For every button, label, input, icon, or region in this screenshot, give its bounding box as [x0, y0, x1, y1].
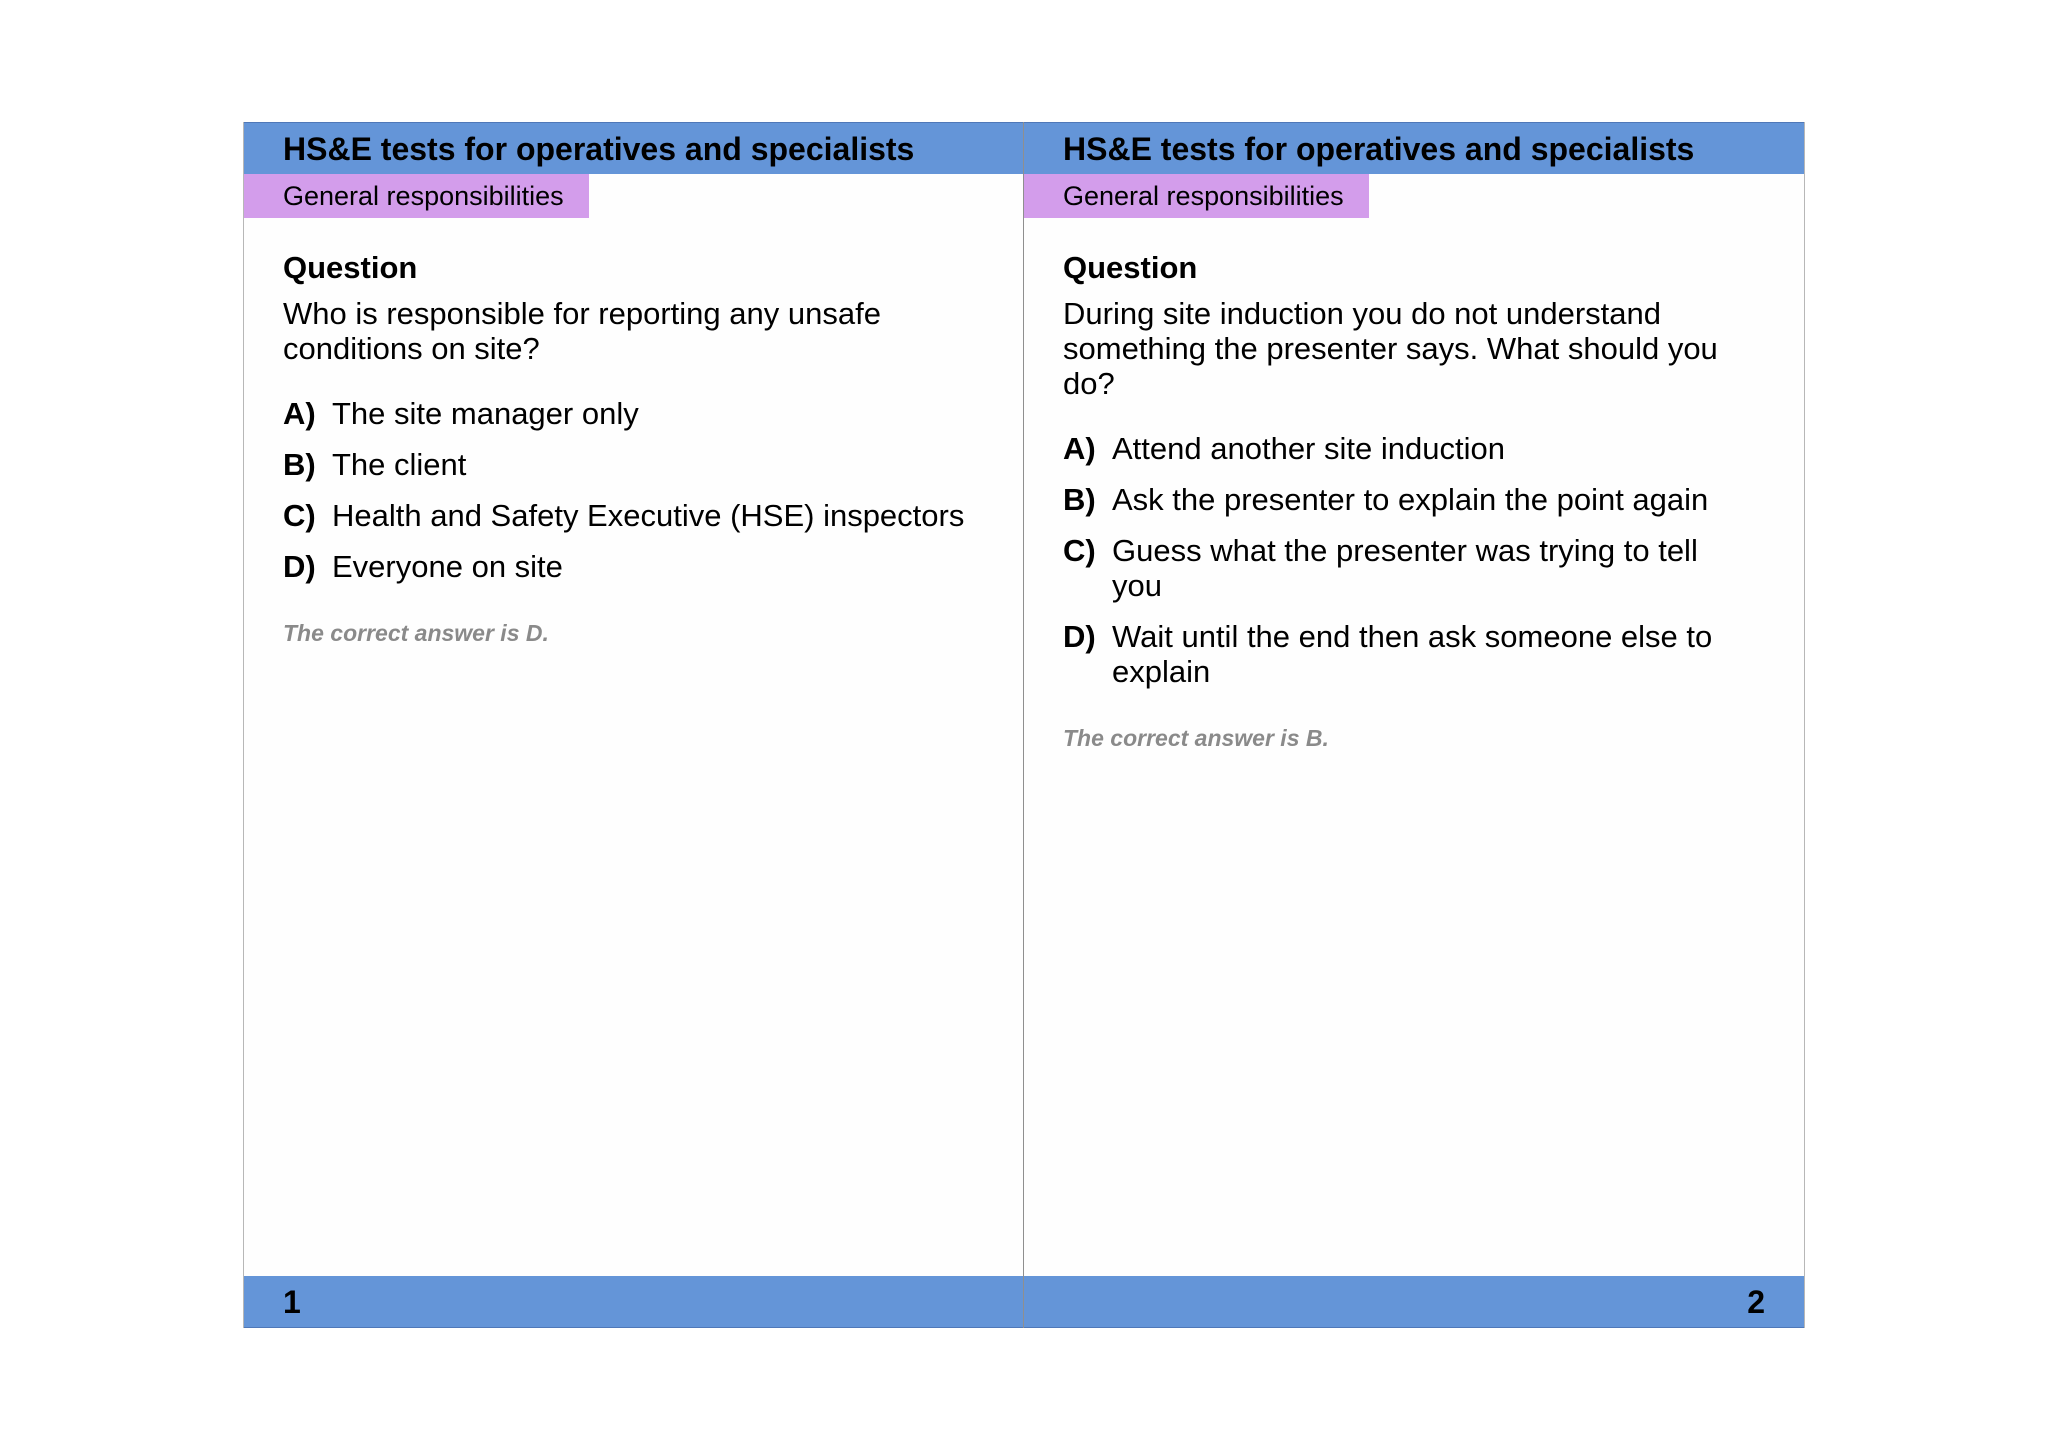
header-title: HS&E tests for operatives and specialists — [283, 131, 915, 167]
page-header — [244, 122, 1024, 174]
option-letter: B) — [1063, 482, 1096, 517]
option-text: Everyone on site — [332, 549, 563, 584]
document-spread — [243, 122, 1805, 1328]
option-text: The client — [332, 447, 467, 482]
page-number: 1 — [283, 1284, 301, 1320]
option-text: Ask the presenter to explain the point again — [1112, 482, 1709, 517]
option-text: Health and Safety Executive (HSE) inspectors — [332, 498, 965, 533]
option-b — [1063, 482, 1763, 517]
option-letter: D) — [283, 549, 316, 584]
option-d — [283, 549, 983, 584]
page-2 — [1024, 122, 1805, 1328]
section-label: General responsibilities — [1063, 181, 1344, 211]
options-list — [1063, 431, 1763, 689]
section-label: General responsibilities — [283, 181, 564, 211]
page-number: 2 — [1747, 1284, 1765, 1320]
option-letter: A) — [283, 396, 316, 431]
correct-answer-note: The correct answer is D. — [283, 620, 549, 646]
option-b — [283, 447, 983, 482]
page-header — [1024, 122, 1804, 174]
section-tag — [1024, 174, 1369, 218]
option-a — [283, 396, 983, 431]
option-letter: C) — [283, 498, 316, 533]
section-tag — [244, 174, 589, 218]
page-footer — [244, 1276, 1024, 1328]
question-block — [283, 250, 983, 647]
question-text: During site induction you do not understand something the presenter says. What should you do? — [1063, 296, 1718, 401]
option-letter: B) — [283, 447, 316, 482]
option-text: Attend another site induction — [1112, 431, 1505, 466]
header-title: HS&E tests for operatives and specialists — [1063, 131, 1695, 167]
option-a — [1063, 431, 1763, 466]
options-list — [283, 396, 983, 584]
option-text: Wait until the end then ask someone else to explain — [1112, 619, 1713, 689]
page-1 — [243, 122, 1024, 1328]
option-c — [283, 498, 983, 533]
option-letter: D) — [1063, 619, 1096, 654]
option-letter: A) — [1063, 431, 1096, 466]
option-c — [1063, 533, 1763, 603]
question-heading: Question — [1063, 250, 1198, 285]
option-d — [1063, 619, 1763, 689]
option-letter: C) — [1063, 533, 1096, 568]
correct-answer-note: The correct answer is B. — [1063, 725, 1329, 751]
option-text: The site manager only — [332, 396, 639, 431]
question-block — [1063, 250, 1763, 752]
page-footer — [1024, 1276, 1804, 1328]
question-heading: Question — [283, 250, 418, 285]
option-text: Guess what the presenter was trying to tell you — [1112, 533, 1698, 603]
question-text: Who is responsible for reporting any unsafe conditions on site? — [283, 296, 881, 366]
